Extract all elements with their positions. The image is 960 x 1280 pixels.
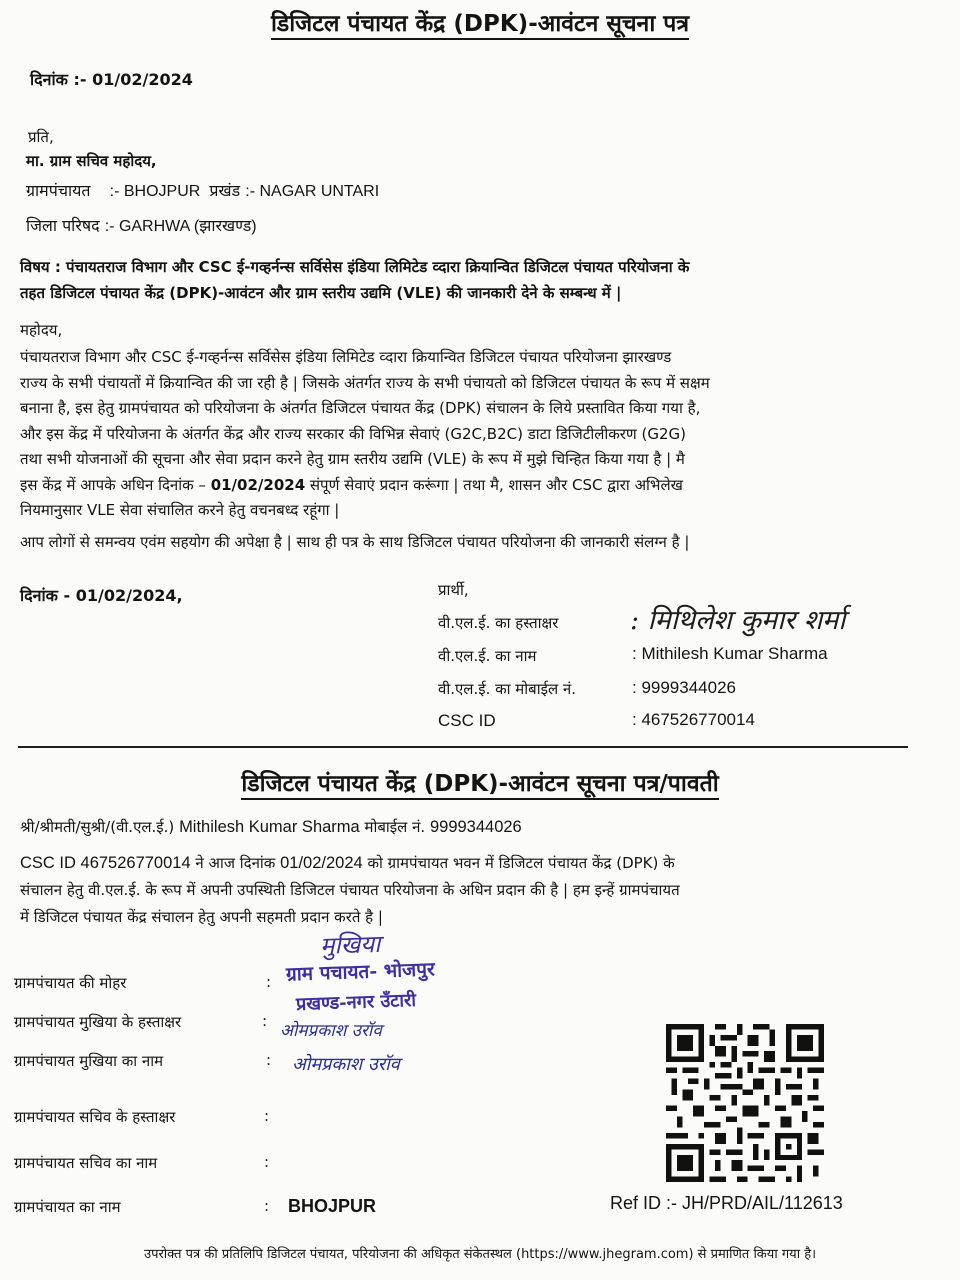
- gp-line: [26, 179, 379, 201]
- qr-code-icon: [666, 1024, 824, 1182]
- seal-label: ग्रामपंचायत की मोहर: [14, 974, 127, 992]
- secretary-sign-colon: :: [264, 1107, 270, 1125]
- body-line-5: तथा सभी योजनाओं की सूचना और सेवा प्रदान करने हेतु ग्राम स्तरीय उद्यमि (VLE) के रूप में मुझे चिन्हित किया गया है | मै: [20, 450, 685, 468]
- csc-id-value: : 467526770014: [632, 710, 755, 729]
- stamp-mukhiya: मुखिया: [319, 929, 381, 961]
- receipt-vle-name: Mithilesh Kumar Sharma: [179, 818, 360, 836]
- seal-colon: :: [266, 973, 272, 991]
- body-line-4: और इस केंद्र में परियोजना के अंतर्गत केंद्र और राज्य सरकार की विभिन्न सेवाएं (G2C,B2C) डाटा डिजिटीलीकरण (G2G): [20, 424, 687, 443]
- salutation: महोदय,: [20, 321, 63, 339]
- secretary-name-colon: :: [264, 1153, 270, 1171]
- vle-name-value: : Mithilesh Kumar Sharma: [632, 644, 828, 663]
- body-line-3: बनाना है, इस हेतु ग्रामपंचायत को परियोजना के अंतर्गत डिजिटल पंचायत केंद्र (DPK) संचालन के लिये प्रस्तावित किया गया है,: [20, 399, 701, 417]
- addressee: मा. ग्राम सचिव महोदय,: [26, 152, 157, 170]
- district-label: जिला परिषद: [26, 216, 100, 235]
- body-line-8: आप लोगों से समन्वय एवंम सहयोग की अपेक्षा है | साथ ही पत्र के साथ डिजिटल पंचायत परियोजना की जानकारी संलग्न है |: [20, 532, 690, 551]
- receipt-line-2: CSC ID 467526770014 ने आज दिनांक 01/02/2024 को ग्रामपंचायत भवन में डिजिटल पंचायत केंद्र (DPK) के: [20, 854, 675, 872]
- gp-name-colon: :: [264, 1197, 270, 1215]
- section-divider: [18, 746, 908, 748]
- body-line-2: राज्य के सभी पंचायतों में क्रियान्वित की जा रही है | जिसके अंतर्गत राज्य के सभी पंचायतो को डिजिटल पंचायत के रूप में सक्षम: [20, 373, 710, 392]
- gp-name-label: ग्रामपंचायत का नाम: [14, 1198, 121, 1216]
- vle-signature: : मिथिलेश कुमार शर्मा: [630, 605, 846, 636]
- csc-id-label: CSC ID: [438, 711, 496, 730]
- mukhiya-sign-label: ग्रामपंचायत मुखिया के हस्ताक्षर: [14, 1013, 182, 1031]
- vle-name-label: वी.एल.ई. का नाम: [438, 647, 537, 665]
- receipt-csc-id: 467526770014: [80, 854, 191, 872]
- mukhiya-name-label: ग्रामपंचायत मुखिया का नाम: [14, 1052, 164, 1070]
- receipt-line-4: में डिजिटल पंचायत केंद्र संचालन हेतु अपनी सहमती प्रदान करते है |: [20, 908, 383, 926]
- body-line-1: पंचायतराज विभाग और CSC ई-गव्हर्नन्स सर्विसेस इंडिया लिमिटेड व्दारा क्रियान्वित डिजिटल पंचायत परियोजना झारखण्ड: [20, 348, 672, 366]
- stamp-line-1: ग्राम पचायत- भोजपुर: [285, 958, 436, 986]
- receipt-vle-mobile: 9999344026: [429, 818, 522, 836]
- district-line: [26, 214, 257, 236]
- district-value: :- GARHWA (झारखण्ड): [104, 218, 257, 235]
- secretary-sign-label: ग्रामपंचायत सचिव के हस्ताक्षर: [14, 1108, 176, 1126]
- body-date: 01/02/2024: [210, 475, 306, 494]
- footer-note: उपरोक्त पत्र की प्रतिलिपि डिजिटल पंचायत, परियोजना की अधिकृत संकेतस्थल (https://www.jhegram.com) से प्रमाणित किया गया है।: [143, 1247, 817, 1262]
- vle-mobile-label: वी.एल.ई. का मोबाईल नं.: [438, 680, 577, 698]
- gp-label: ग्रामपंचायत: [26, 181, 91, 200]
- gp-name-value: BHOJPUR: [288, 1196, 377, 1216]
- subject: [20, 255, 920, 306]
- secretary-name-label: ग्रामपंचायत सचिव का नाम: [14, 1154, 158, 1172]
- vle-mobile-value: : 9999344026: [632, 678, 736, 697]
- receipt-line-3: संचालन हेतु वी.एल.ई. के रूप में अपनी उपस्थिती डिजिटल पंचायत परियोजना के अधिन प्रदान की है | हम इन्हें ग्रामपंचायत: [20, 881, 680, 899]
- mukhiya-name-colon: :: [266, 1051, 272, 1069]
- receipt-line-1: श्री/श्रीमती/सुश्री/(वी.एल.ई.) Mithilesh Kumar Sharma मोबाईल नं. 9999344026: [20, 818, 522, 836]
- mukhiya-sign-colon: :: [262, 1012, 268, 1030]
- block-label: प्रखंड: [209, 181, 241, 200]
- ref-id: Ref ID :- JH/PRD/AIL/112613: [610, 1193, 843, 1213]
- body-line-6: इस केंद्र में आपके अधिन दिनांक – 01/02/2024 संपूर्ण सेवाएं प्रदान करूंगा | तथा मै, शासन और CSC द्वारा अभिलेख: [20, 475, 683, 494]
- to-prefix: प्रति,: [28, 128, 54, 146]
- receipt-date: 01/02/2024: [280, 854, 363, 872]
- closing-date: दिनांक - 01/02/2024,: [20, 586, 183, 605]
- gp-value: :- BHOJPUR: [109, 183, 201, 200]
- letter-date: दिनांक :- 01/02/2024: [30, 70, 193, 89]
- applicant-label: प्रार्थी,: [438, 581, 469, 599]
- subject-line-2: तहत डिजिटल पंचायत केंद्र (DPK)-आवंटन और ग्राम स्तरीय उद्यमि (VLE) की जानकारी देने के सम्बन्ध में |: [20, 283, 622, 302]
- vle-sign-label: वी.एल.ई. का हस्ताक्षर: [438, 614, 559, 632]
- mukhiya-signature: ओमप्रकाश उरॉव: [280, 1021, 382, 1041]
- stamp-line-2: प्रखण्ड-नगर उँटारी: [295, 989, 417, 1016]
- mukhiya-name-handwritten: ओमप्रकाश उरॉव: [292, 1054, 400, 1075]
- receipt-body: [20, 850, 920, 931]
- body-line-7: नियमानुसार VLE सेवा संचालित करने हेतु वचनबध्द रहूंगा |: [20, 501, 340, 519]
- letter-body: [20, 345, 920, 555]
- subject-line-1: विषय : पंचायतराज विभाग और CSC ई-गव्हर्नन्स सर्विसेस इंडिया लिमिटेड व्दारा क्रियान्वित डिजिटल पंचायत परियोजना के: [20, 258, 690, 276]
- block-value: :- NAGAR UNTARI: [245, 183, 380, 200]
- letter-title: डिजिटल पंचायत केंद्र (DPK)-आवंटन सूचना पत्र: [0, 6, 960, 38]
- receipt-title: डिजिटल पंचायत केंद्र (DPK)-आवंटन सूचना पत्र/पावती: [0, 766, 960, 798]
